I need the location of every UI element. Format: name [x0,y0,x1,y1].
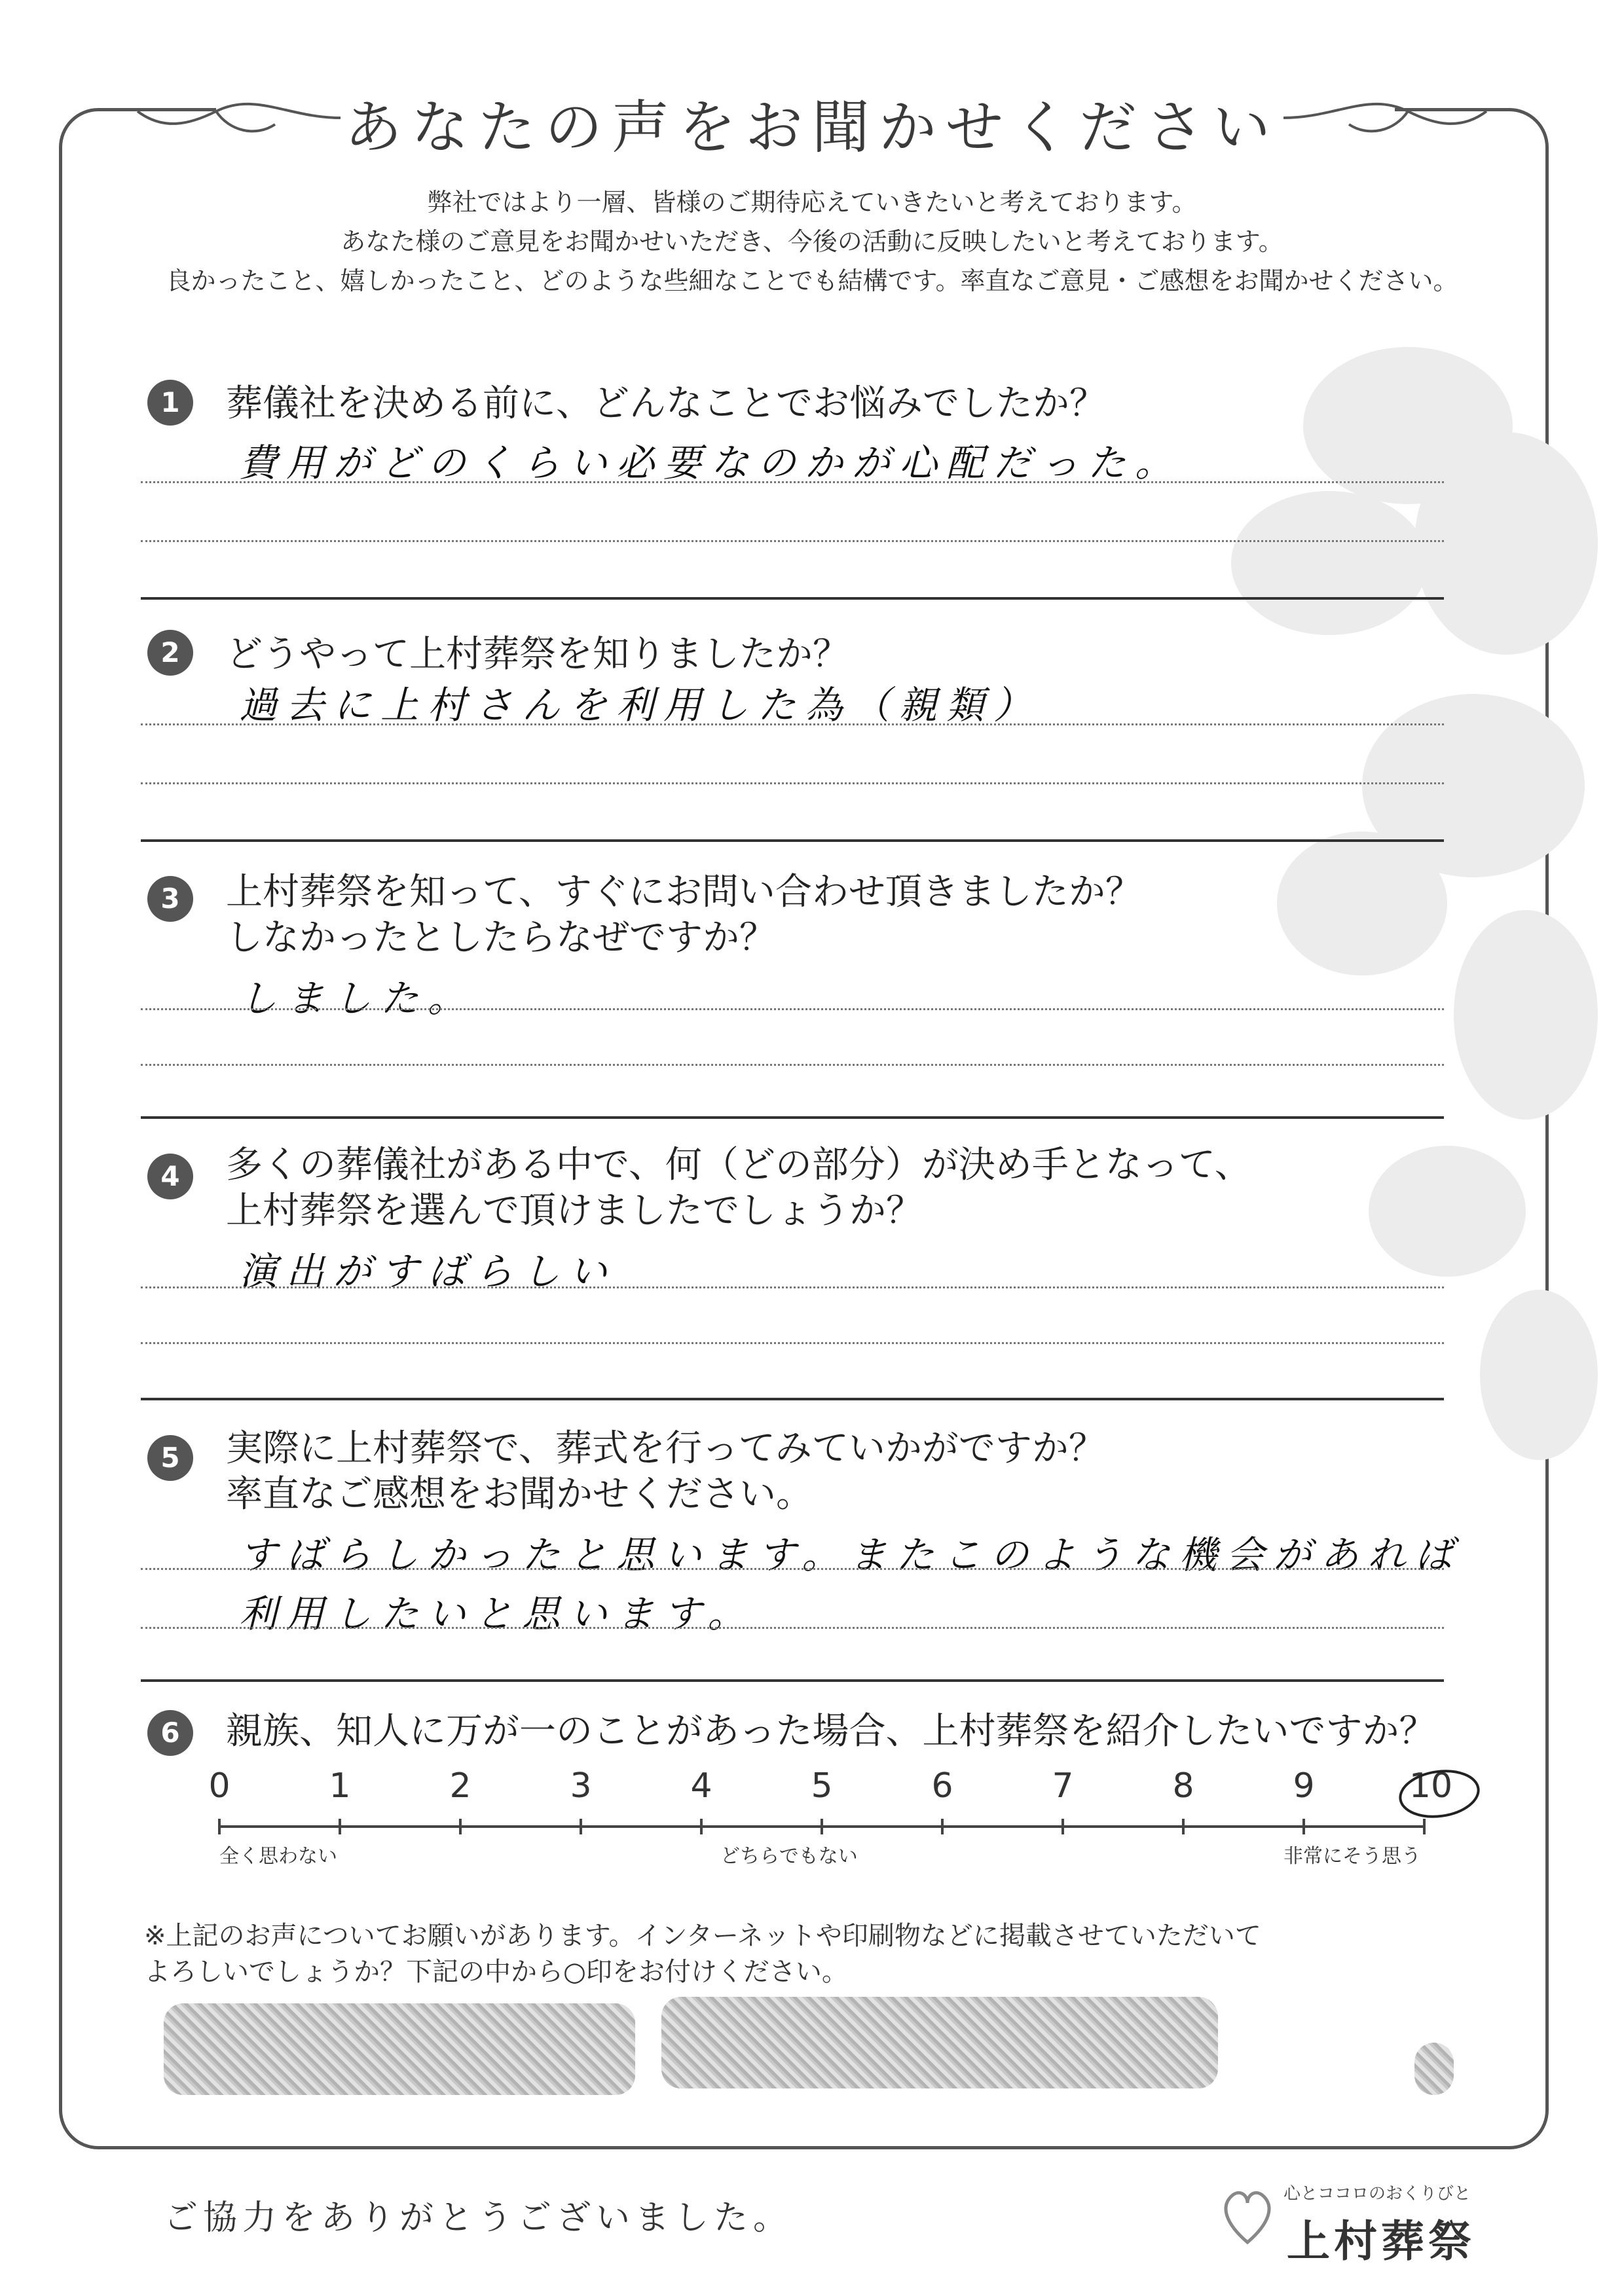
question-1-number: 1 [147,380,193,426]
answer-line [141,1286,1444,1288]
question-1-answer: 費用がどのくらい必要なのかが心配だった。 [239,441,1183,485]
question-2-text: どうやって上村葬祭を知りましたか？ [226,633,849,676]
redacted-area [164,2003,635,2095]
answer-line [141,782,1444,784]
question-5-text-line-2: 率直なご感想をお聞かせください。 [226,1473,813,1516]
question-5-answer-line-1: すばらしかったと思います。またこのような機会があれば [239,1533,1462,1577]
selected-circle-mark [1395,1764,1493,1823]
intro-line-2: あなた様のご意見をお聞かせいただき、今後の活動に反映したいと考えております。 [341,227,1283,256]
question-4-text-line-2: 上村葬祭を選んで頂けましたでしょうか？ [226,1190,923,1232]
publication-note-line-2: よろしいでしょうか？下記の中から○印をお付けください。 [144,1957,848,1987]
intro-line-1: 弊社ではより一層、皆様のご期待応えていきたいと考えております。 [427,188,1197,217]
question-4-answer: 演出がすばらしい [239,1249,617,1294]
scale-number[interactable]: 0 [208,1766,231,1806]
question-2-answer: 過去に上村さんを利用した為（親類） [239,683,1041,727]
answer-line [141,1342,1444,1344]
question-1-text: 葬儀社を決める前に、どんなことでお悩みでしたか？ [226,382,1106,425]
heart-logo-icon [1218,2180,1277,2252]
redacted-area [661,1997,1218,2088]
scale-label-min: 全く思わない [219,1845,337,1868]
intro-line-3: 良かったこと、嬉しかったこと、どのような些細なことでも結構です。率直なご意見・ご感想をお聞かせください。 [166,266,1458,295]
answer-line [141,1008,1444,1010]
answer-line [141,1568,1444,1570]
question-3-answer: しました。 [239,976,475,1021]
scale-number[interactable]: 9 [1293,1766,1315,1806]
scale-number[interactable]: 1 [329,1766,351,1806]
section-divider [141,1116,1444,1119]
answer-line [141,481,1444,483]
footer-thanks: ご協力をありがとうございました。 [164,2198,793,2238]
redacted-area [1414,2043,1454,2095]
scale-number-selected[interactable]: 10 [1409,1766,1453,1806]
section-divider [141,1398,1444,1400]
logo-tagline: 心とココロのおくりびと [1283,2184,1471,2204]
question-2-number: 2 [147,630,193,676]
question-6-text: 親族、知人に万が一のことがあった場合、上村葬祭を紹介したいですか？ [226,1710,1436,1753]
section-divider [141,597,1444,600]
scale-number[interactable]: 5 [811,1766,833,1806]
question-3-text-line-2: しなかったとしたらなぜですか？ [226,917,776,959]
answer-line [141,723,1444,725]
rating-scale-axis [196,1813,1473,1840]
question-3-text-line-1: 上村葬祭を知って、すぐにお問い合わせ頂きましたか？ [226,871,1142,913]
scale-label-max: 非常にそう思う [1283,1845,1421,1868]
answer-line [141,1064,1444,1066]
scale-number[interactable]: 8 [1172,1766,1194,1806]
question-4-number: 4 [147,1154,193,1199]
answer-line [141,540,1444,542]
question-5-text-line-1: 実際に上村葬祭で、葬式を行ってみていかがですか？ [226,1427,1105,1470]
answer-line [141,1627,1444,1629]
question-5-number: 5 [147,1435,193,1481]
scale-number[interactable]: 7 [1052,1766,1074,1806]
section-divider [141,1679,1444,1682]
question-3-number: 3 [147,876,193,922]
logo-name: 上村葬祭 [1287,2216,1475,2267]
question-5-answer-line-2: 利用したいと思います。 [239,1592,755,1636]
scale-number[interactable]: 3 [570,1766,592,1806]
page-title: あなたの声をお聞かせください [344,94,1280,161]
publication-note-line-1: ※上記のお声についてお願いがあります。インターネットや印刷物などに掲載させていただいて [144,1921,1261,1951]
question-4-text-line-1: 多くの葬儀社がある中で、何（どの部分）が決め手となって、 [226,1144,1251,1186]
scale-number[interactable]: 6 [931,1766,953,1806]
flower-watermark-icon [1080,327,1598,1571]
scale-number[interactable]: 2 [449,1766,471,1806]
scale-label-mid: どちらでもない [720,1845,858,1868]
question-6-number: 6 [147,1710,193,1756]
section-divider [141,839,1444,842]
scale-number[interactable]: 4 [690,1766,712,1806]
